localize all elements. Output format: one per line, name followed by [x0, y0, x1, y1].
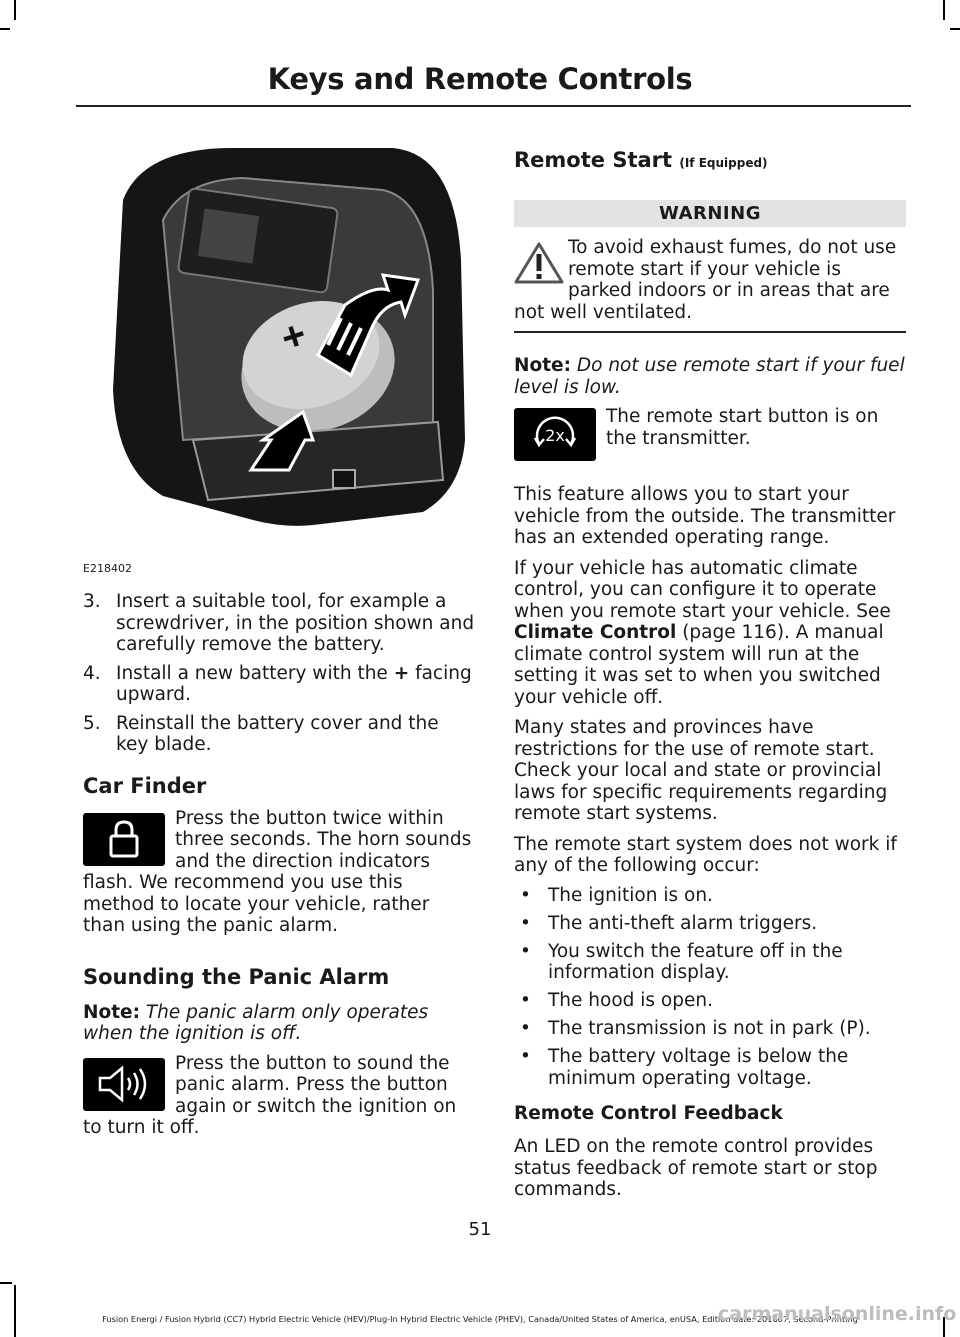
panic-text: Press the button to sound the panic alarm. Press the button again or switch the ignition on to turn it off.: [83, 1052, 457, 1138]
watermark: carmanualsonline.info: [718, 1303, 957, 1325]
remote-start-heading: Remote Start (If Equipped): [514, 148, 768, 172]
list-item: • The hood is open.: [520, 990, 713, 1011]
feedback-text: An LED on the remote control provides status feedback of remote start or stop commands.: [514, 1136, 878, 1200]
warning-text: To avoid exhaust fumes, do not use remote start if your vehicle is parked indoors or in areas that are not well ventilated.: [514, 237, 897, 323]
paragraph: If your vehicle has automatic climate control, you can configure it to operate when you remote start your vehicle. See Climate Control (page 116). A manual climate control system will run at the setting it was set to when you switched your vehicle off.: [514, 557, 891, 708]
speaker-icon: [83, 1058, 165, 1111]
svg-text:2x: 2x: [545, 425, 565, 445]
lock-icon: [83, 813, 165, 866]
remote-start-2x-icon: [514, 408, 596, 461]
title-divider: [76, 105, 911, 107]
remote-start-note: Note: Do not use remote start if your fuel level is low.: [514, 355, 905, 398]
page-title: Keys and Remote Controls: [267, 62, 693, 96]
climate-control-link[interactable]: Climate Control: [514, 622, 677, 643]
list-item: 5. Reinstall the battery cover and the key blade.: [83, 712, 439, 755]
crop-mark: [14, 1285, 16, 1337]
crop-mark: [0, 28, 10, 30]
list-item: • You switch the feature off in the information display.: [520, 940, 843, 983]
crop-mark: [943, 0, 945, 20]
paragraph: This feature allows you to start your vehicle from the outside. The transmitter has an extended operating range.: [514, 484, 896, 548]
crop-mark: [0, 1282, 12, 1284]
car-finder-text: Press the button twice within three seconds. The horn sounds and the direction indicators flash. We recommend you use this method to locate your vehicle, rather than using the panic alarm.: [83, 807, 472, 936]
crop-mark: [14, 0, 16, 20]
paragraph: Many states and provinces have restrictions for the use of remote start. Check your local and state or provincial laws for specific requirements regarding remote start systems.: [514, 717, 888, 824]
battery-steps: [83, 591, 475, 756]
remote-start-button-text: 2x The remote start button is on the transmitter.: [514, 406, 906, 449]
key-fob-open-icon: [83, 140, 475, 560]
feedback-heading: Remote Control Feedback: [514, 1103, 783, 1124]
plus-symbol: +: [393, 662, 410, 684]
paragraph: The remote start system does not work if any of the following occur:: [514, 833, 897, 876]
car-finder-heading: Car Finder: [83, 773, 207, 798]
left-column: [83, 140, 475, 1139]
panic-heading: Sounding the Panic Alarm: [83, 964, 390, 989]
key-fob-battery-illustration: [83, 140, 475, 560]
svg-text:+: +: [275, 312, 312, 362]
warning-box: [514, 200, 906, 333]
list-item: • The ignition is on.: [520, 884, 713, 906]
page-number: 51: [468, 1219, 492, 1240]
list-item: • The transmission is not in park (P).: [520, 1018, 871, 1039]
crop-mark: [950, 28, 960, 30]
right-column: [514, 140, 906, 1201]
warning-triangle-icon: [514, 241, 564, 285]
list-item: • The anti-theft alarm triggers.: [520, 912, 818, 934]
conditions-list: [514, 885, 906, 1090]
figure-code: E218402: [83, 562, 132, 575]
footer-edition: Fusion Energi / Fusion Hybrid (CC7) Hybrid Electric Vehicle (HEV)/Plug-In Hybrid Electric Vehicle (PHEV), Canada/United States of America, enUSA, Edition date: 201607, Second-Printing: [102, 1314, 858, 1324]
list-item: 3. Insert a suitable tool, for example a screwdriver, in the position shown and carefully remove the battery.: [83, 591, 475, 655]
warning-label: WARNING: [514, 200, 906, 227]
list-item: 4. Install a new battery with the + facing upward.: [83, 662, 472, 705]
list-item: • The battery voltage is below the minimum operating voltage.: [520, 1046, 849, 1089]
panic-note: Note: The panic alarm only operates when the ignition is off.: [83, 1001, 429, 1044]
